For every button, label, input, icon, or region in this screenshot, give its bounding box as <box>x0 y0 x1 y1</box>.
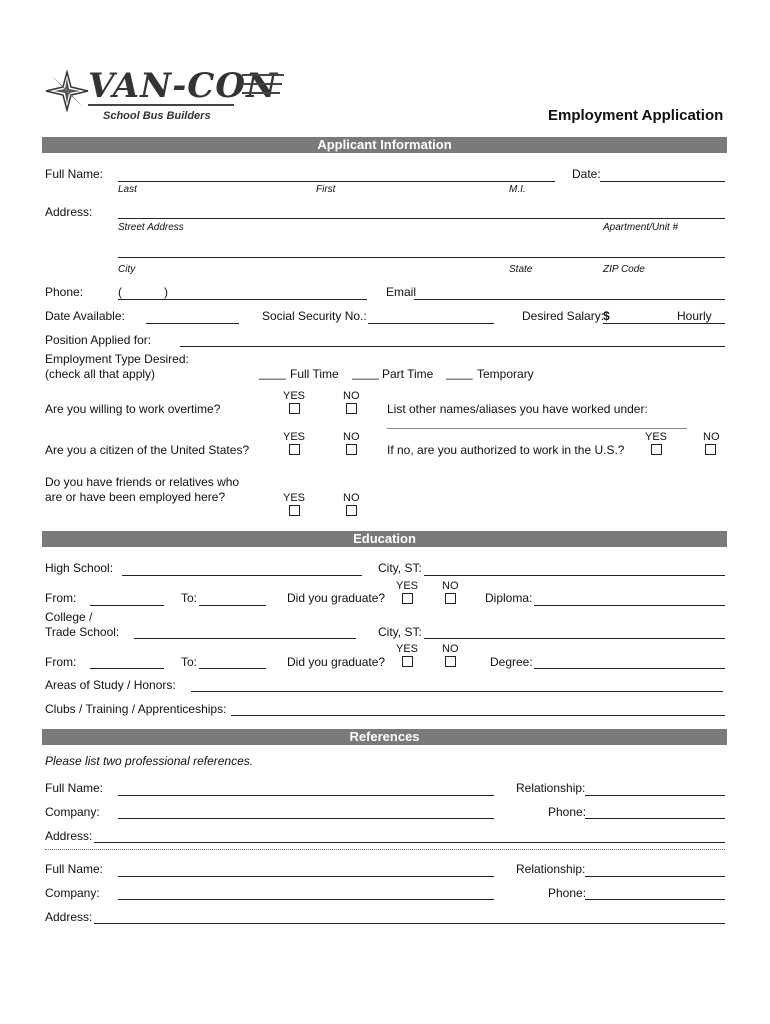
form-title: Employment Application <box>548 107 724 124</box>
full-name-label: Full Name: <box>45 167 104 181</box>
street-sublabel: Street Address <box>118 222 184 233</box>
ref2-address-label: Address: <box>45 910 93 924</box>
hs-yes-label: YES <box>396 580 419 592</box>
ssn-field[interactable] <box>368 323 494 324</box>
logo-stripe <box>242 83 282 85</box>
street-address-field[interactable] <box>118 218 725 219</box>
ref2-address-field[interactable] <box>94 923 725 924</box>
diploma-label: Diploma: <box>485 591 533 605</box>
temporary-blank[interactable]: ____ <box>446 366 473 380</box>
date-available-field[interactable] <box>146 323 239 324</box>
salary-symbol: $ <box>603 309 610 323</box>
hs-graduate-no-checkbox[interactable] <box>445 593 456 604</box>
ref2-company-field[interactable] <box>118 899 494 900</box>
diploma-field[interactable] <box>534 605 725 606</box>
references-intro: Please list two professional references. <box>45 754 254 768</box>
college-graduate-label: Did you graduate? <box>287 655 386 669</box>
college-yes-label: YES <box>396 643 419 655</box>
college-to-label: To: <box>181 655 198 669</box>
zip-sublabel: ZIP Code <box>603 264 645 275</box>
ref1-company-field[interactable] <box>118 818 494 819</box>
relatives-question-line2: are or have been employed here? <box>45 490 226 504</box>
citizen-no-label: NO <box>343 431 360 443</box>
high-school-label: High School: <box>45 561 114 575</box>
position-field[interactable] <box>180 346 725 347</box>
relatives-question-line1: Do you have friends or relatives who <box>45 475 240 489</box>
hs-to-field[interactable] <box>199 605 266 606</box>
logo-name: VAN-CON <box>88 66 279 106</box>
relatives-yes-checkbox[interactable] <box>289 505 300 516</box>
part-time-label: Part Time <box>382 367 434 381</box>
clubs-label: Clubs / Training / Apprenticeships: <box>45 702 227 716</box>
part-time-blank[interactable]: ____ <box>352 366 379 380</box>
date-field[interactable] <box>600 181 725 182</box>
phone-label: Phone: <box>45 285 84 299</box>
relatives-no-checkbox[interactable] <box>346 505 357 516</box>
hs-city-st-label: City, ST: <box>378 561 422 575</box>
hs-graduate-yes-checkbox[interactable] <box>402 593 413 604</box>
degree-label: Degree: <box>490 655 533 669</box>
ref1-full-name-label: Full Name: <box>45 781 104 795</box>
ref2-phone-field[interactable] <box>585 899 725 900</box>
authorized-yes-label: YES <box>645 431 668 443</box>
desired-salary-field[interactable] <box>603 323 725 324</box>
ref2-relationship-label: Relationship: <box>516 862 586 876</box>
ref2-relationship-field[interactable] <box>585 876 725 877</box>
desired-salary-label: Desired Salary: <box>522 309 605 323</box>
degree-field[interactable] <box>534 668 725 669</box>
areas-field[interactable] <box>191 691 723 692</box>
first-sublabel: First <box>316 184 336 195</box>
ref1-relationship-label: Relationship: <box>516 781 586 795</box>
college-city-st-label: City, ST: <box>378 625 422 639</box>
position-label: Position Applied for: <box>45 333 152 347</box>
college-graduate-no-checkbox[interactable] <box>445 656 456 667</box>
ref1-company-label: Company: <box>45 805 100 819</box>
ssn-label: Social Security No.: <box>262 309 367 323</box>
high-school-field[interactable] <box>122 575 362 576</box>
mi-sublabel: M.I. <box>509 184 526 195</box>
authorized-no-label: NO <box>703 431 720 443</box>
citizen-yes-label: YES <box>283 431 306 443</box>
ref1-phone-field[interactable] <box>585 818 725 819</box>
ref1-full-name-field[interactable] <box>118 795 494 796</box>
overtime-no-label: NO <box>343 390 360 402</box>
section-header-references: References <box>42 729 727 745</box>
college-field[interactable] <box>134 638 356 639</box>
phone-field[interactable] <box>118 299 367 300</box>
logo-tagline: School Bus Builders <box>103 110 211 122</box>
logo-stripe <box>242 74 284 76</box>
overtime-no-checkbox[interactable] <box>346 403 357 414</box>
phone-paren-open: ( <box>118 285 122 299</box>
star-logo-icon <box>44 70 90 112</box>
reference-divider <box>45 849 725 850</box>
citizen-yes-checkbox[interactable] <box>289 444 300 455</box>
areas-label: Areas of Study / Honors: <box>45 678 176 692</box>
hourly-label: Hourly <box>677 309 712 323</box>
logo-underline <box>88 104 234 106</box>
overtime-yes-checkbox[interactable] <box>289 403 300 414</box>
last-sublabel: Last <box>118 184 137 195</box>
hs-graduate-label: Did you graduate? <box>287 591 386 605</box>
ref2-full-name-field[interactable] <box>118 876 494 877</box>
phone-paren-close: ) <box>164 285 168 299</box>
college-from-field[interactable] <box>90 668 164 669</box>
authorized-yes-checkbox[interactable] <box>651 444 662 455</box>
ref2-full-name-label: Full Name: <box>45 862 104 876</box>
apt-sublabel: Apartment/Unit # <box>603 222 679 233</box>
full-name-field[interactable] <box>118 181 555 182</box>
address-label: Address: <box>45 205 93 219</box>
college-label-line1: College / <box>45 610 93 624</box>
logo-stripe <box>242 92 280 94</box>
college-label-line2: Trade School: <box>45 625 120 639</box>
full-time-blank[interactable]: ____ <box>259 366 286 380</box>
aliases-label: List other names/aliases you have worked under: <box>387 402 648 416</box>
section-header-education: Education <box>42 531 727 547</box>
relatives-no-label: NO <box>343 492 360 504</box>
temporary-label: Temporary <box>477 367 534 381</box>
relatives-yes-label: YES <box>283 492 306 504</box>
email-field[interactable] <box>414 299 725 300</box>
ref1-relationship-field[interactable] <box>585 795 725 796</box>
college-to-field[interactable] <box>199 668 266 669</box>
college-graduate-yes-checkbox[interactable] <box>402 656 413 667</box>
date-label: Date: <box>572 167 601 181</box>
college-from-label: From: <box>45 655 77 669</box>
authorized-no-checkbox[interactable] <box>705 444 716 455</box>
citizen-question: Are you a citizen of the United States? <box>45 443 250 457</box>
college-no-label: NO <box>442 643 459 655</box>
state-sublabel: State <box>509 264 533 275</box>
ref1-address-field[interactable] <box>94 842 725 843</box>
ref2-phone-label: Phone: <box>548 886 587 900</box>
employment-type-label: Employment Type Desired: <box>45 352 189 366</box>
section-header-applicant: Applicant Information <box>42 137 727 153</box>
authorized-question: If no, are you authorized to work in the U.S.? <box>387 443 625 457</box>
aliases-field[interactable] <box>387 428 687 429</box>
ref1-phone-label: Phone: <box>548 805 587 819</box>
overtime-yes-label: YES <box>283 390 306 402</box>
date-available-label: Date Available: <box>45 309 125 323</box>
hs-from-field[interactable] <box>90 605 164 606</box>
clubs-field[interactable] <box>231 715 725 716</box>
college-city-st-field[interactable] <box>424 638 725 639</box>
full-time-label: Full Time <box>290 367 339 381</box>
hs-no-label: NO <box>442 580 459 592</box>
hs-from-label: From: <box>45 591 77 605</box>
city-state-zip-field[interactable] <box>118 257 725 258</box>
overtime-question: Are you willing to work overtime? <box>45 402 221 416</box>
ref1-address-label: Address: <box>45 829 93 843</box>
hs-to-label: To: <box>181 591 198 605</box>
employment-type-note: (check all that apply) <box>45 367 156 381</box>
city-sublabel: City <box>118 264 136 275</box>
hs-city-st-field[interactable] <box>424 575 725 576</box>
citizen-no-checkbox[interactable] <box>346 444 357 455</box>
ref2-company-label: Company: <box>45 886 100 900</box>
email-label: Email <box>386 285 417 299</box>
